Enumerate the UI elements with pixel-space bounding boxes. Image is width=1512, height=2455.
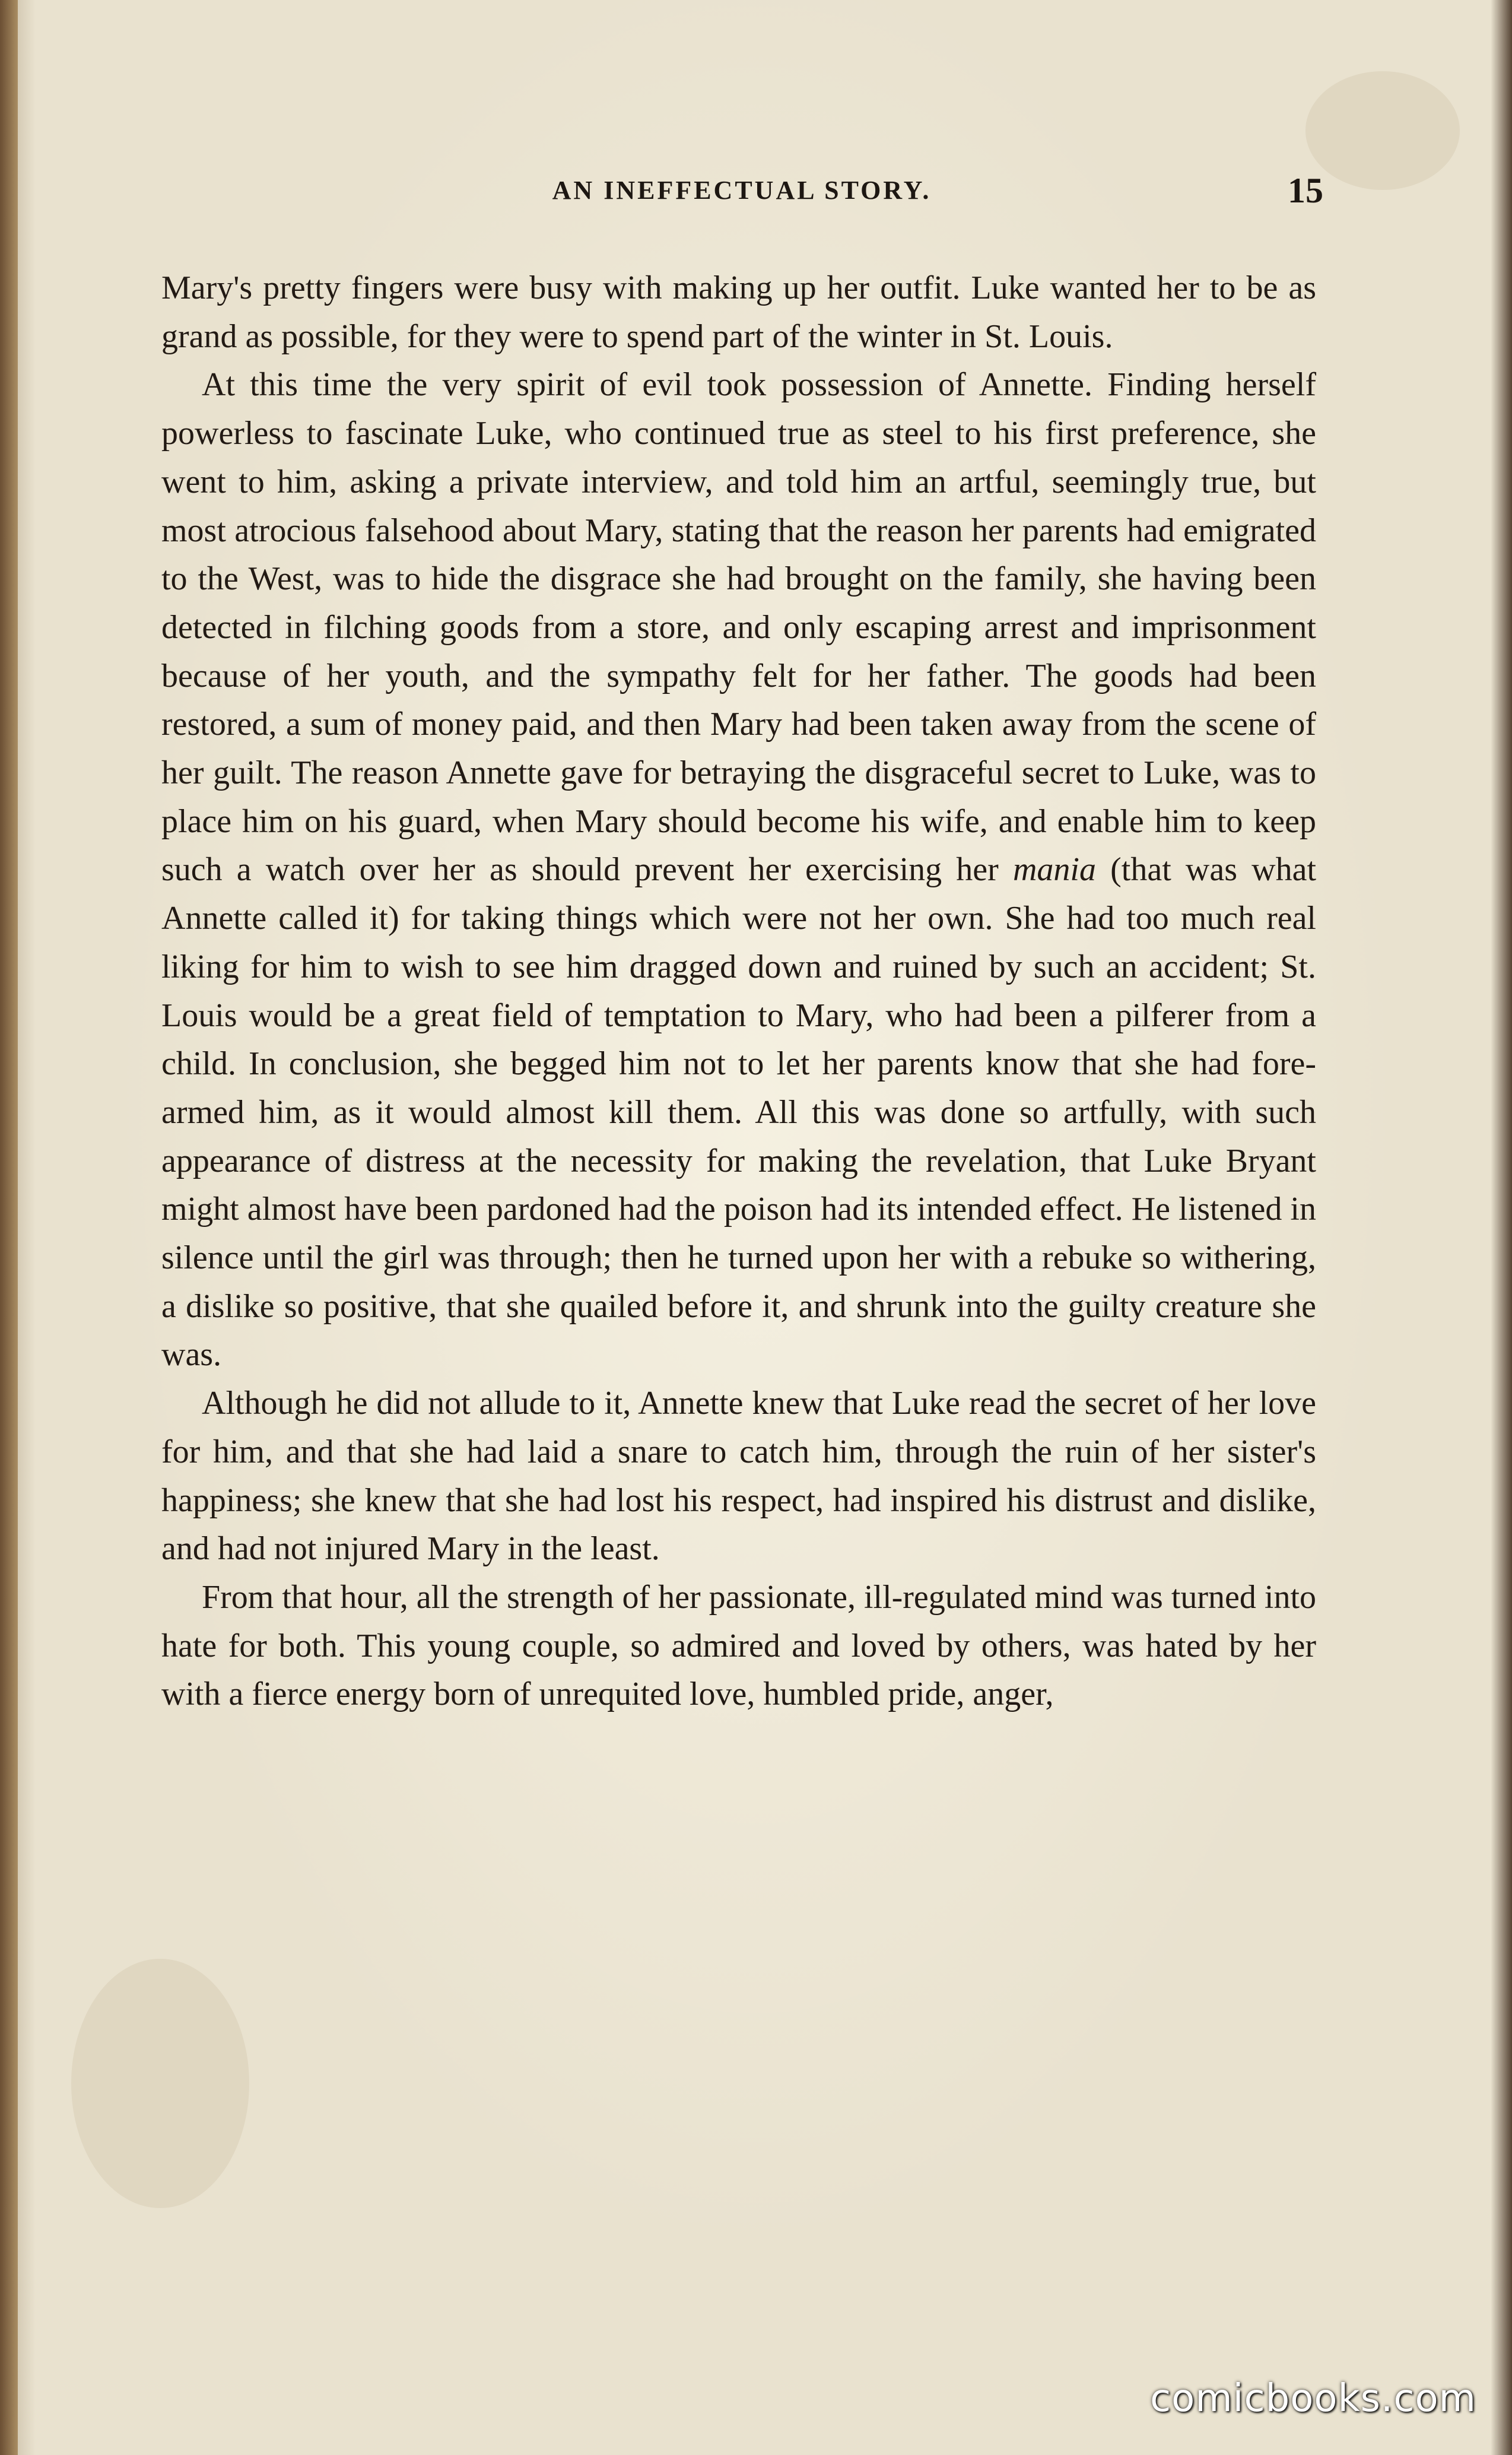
watermark: comicbooks.com bbox=[1149, 2377, 1476, 2421]
paper-stain bbox=[71, 1959, 249, 2208]
body-text bbox=[161, 264, 1316, 1719]
paragraph bbox=[161, 264, 1316, 361]
running-head: AN INEFFECTUAL STORY. bbox=[552, 176, 932, 205]
paragraph bbox=[161, 1379, 1316, 1574]
paragraph-text: Although he did not allude to it, Annette knew that Luke read the secret of her love for him, and that she had laid a snare to catch him, through the ruin of her sister's happiness; she knew that she had lost his respect, had inspired his distrust and dislike, and had not injured Mary in the least. bbox=[161, 1385, 1316, 1568]
paragraph-text: At this time the very spirit of evil took possession of Annette. Finding herself powerless to fascinate Luke, who continued true as steel to his first preference, she went to him, asking a private interview, and told him an artful, seemingly true, but most atrocious falsehood about Mary, stating that the reason her parents had emigrated to the West, was to hide the disgrace she had brought on the family, she having been detected in filching goods from a store, and only escaping arrest and imprisonment because of her youth, and the sympathy felt for her father. The goods had been restored, a sum of money paid, and then Mary had been taken away from the scene of her guilt. The reason Annette gave for betraying the disgraceful secret to Luke, was to place him on his guard, when Mary should become his wife, and enable him to keep such a watch over her as should prevent her exercising her bbox=[161, 366, 1316, 889]
paper-stain bbox=[1305, 71, 1460, 190]
italic-word: mania bbox=[1012, 851, 1096, 889]
paragraph bbox=[161, 1574, 1316, 1719]
page-edge-shadow bbox=[1491, 0, 1512, 2455]
paragraph-text: Mary's pretty fingers were busy with making up her outfit. Luke wanted her to be as grand as possible, for they were to spend part of the winter in St. Louis. bbox=[161, 269, 1316, 355]
paragraph-text: From that hour, all the strength of her passionate, ill-regulated mind was turned into hate for both. This young couple, so admired and loved by others, was hated by her with a fierce energy born of unrequited love, humbled pride, anger, bbox=[161, 1578, 1316, 1713]
paragraph-text-continued: (that was what Annette called it) for taking things which were not her own. She had too much real liking for him to wish to see him dragged down and ruined by such an accident; St. Louis would be a great field of temptation to Mary, who had been a pilferer from a child. In conclusion, she begged him not to let her parents know that she had fore-armed him, as it would almost kill them. All this was done so artfully, with such appearance of distress at the necessity for making the revelation, that Luke Bryant might almost have been pardoned had the poison had its intended effect. He listened in silence until the girl was through; then he turned upon her with a rebuke so withering, a dislike so positive, that she quailed before it, and shrunk into the guilty creature she was. bbox=[161, 851, 1316, 1374]
page-header bbox=[160, 171, 1323, 223]
paragraph bbox=[161, 361, 1316, 1379]
page-number: 15 bbox=[1288, 171, 1323, 210]
book-spine bbox=[0, 0, 18, 2455]
